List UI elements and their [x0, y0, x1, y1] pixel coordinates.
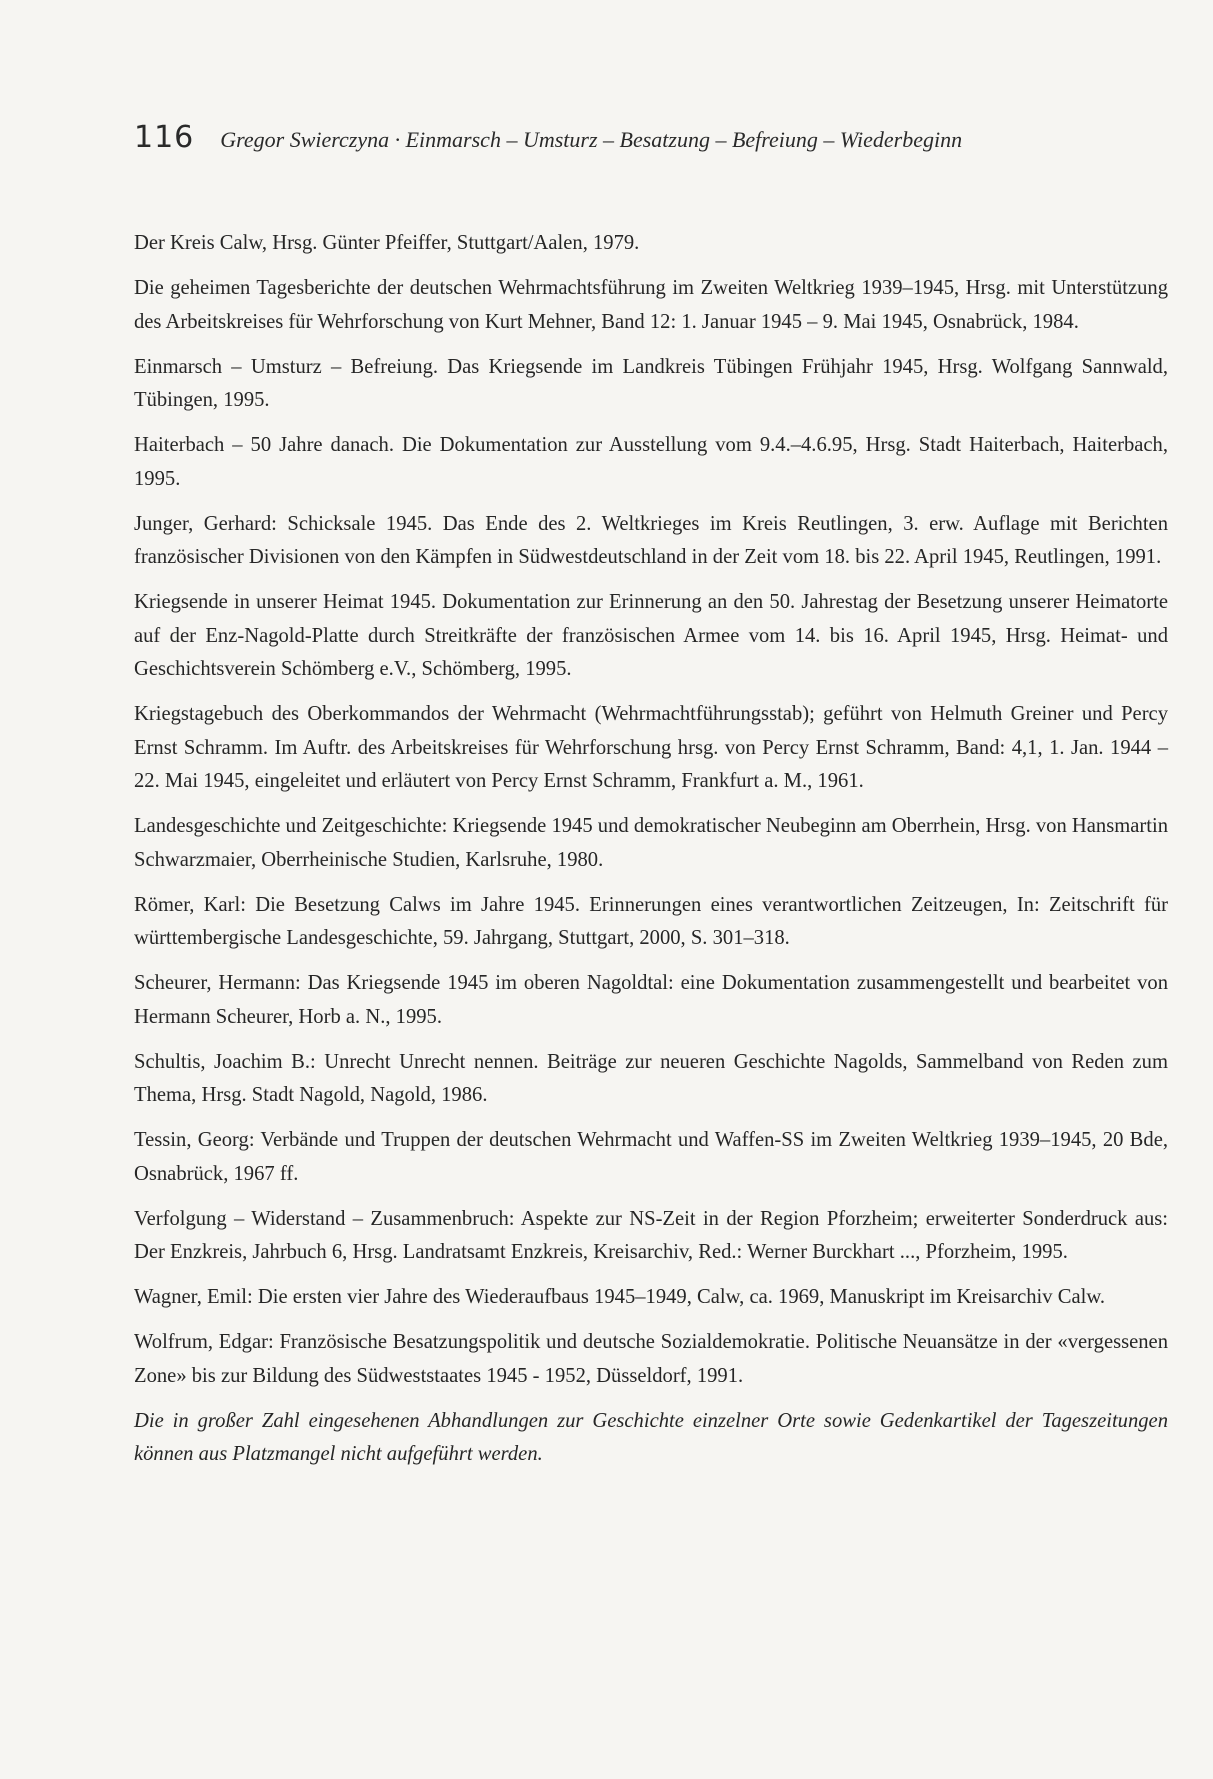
bibliography-entry: Scheurer, Hermann: Das Kriegsende 1945 im oberen Nagoldtal: eine Dokumentation zusammengestellt und bearbeitet von Hermann Scheurer, Horb a. N., 1995.: [134, 972, 1168, 1028]
bibliography-entry: Römer, Karl: Die Besetzung Calws im Jahre 1945. Erinnerungen eines verantwortlichen Zeitzeugen, In: Zeitschrift für württembergische Landesgeschichte, 59. Jahrgang, Stuttgart, 2000, S. 301–318.: [134, 893, 1168, 949]
bibliography-entry: Verfolgung – Widerstand – Zusammenbruch: Aspekte zur NS-Zeit in der Region Pforzheim; erweiterter Sonderdruck aus: Der Enzkreis, Jahrbuch 6, Hrsg. Landratsamt Enzkreis, Kreisarchiv, Red.: Werner Burckhart ..., Pforzheim, 1995.: [134, 1207, 1168, 1263]
bibliography-entry: Junger, Gerhard: Schicksale 1945. Das Ende des 2. Weltkrieges im Kreis Reutlingen, 3. erw. Auflage mit Berichten französischer Divisionen von den Kämpfen in Südwestdeutschland in der Zeit vom 18. bis 22. April 1945, Reutlingen, 1991.: [134, 512, 1168, 568]
bibliography-entry: Die geheimen Tagesberichte der deutschen Wehrmachtsführung im Zweiten Weltkrieg 1939–1945, Hrsg. mit Unterstützung des Arbeitskreises für Wehrforschung von Kurt Mehner, Band 12: 1. Januar 1945 – 9. Mai 1945, Osnabrück, 1984.: [134, 277, 1168, 333]
closing-note: Die in großer Zahl eingesehenen Abhandlungen zur Geschichte einzelner Orte sowie Gedenkartikel der Tageszeitungen können aus Platzmangel nicht aufgeführt werden.: [134, 1409, 1168, 1465]
bibliography-entry: Einmarsch – Umsturz – Befreiung. Das Kriegsende im Landkreis Tübingen Frühjahr 1945, Hrsg. Wolfgang Sannwald, Tübingen, 1995.: [134, 355, 1168, 411]
bibliography-entry: Wolfrum, Edgar: Französische Besatzungspolitik und deutsche Sozialdemokratie. Politische Neuansätze in der «vergessenen Zone» bis zur Bildung des Südweststaates 1945 - 1952, Düsseldorf, 1991.: [134, 1331, 1168, 1387]
bibliography-entry: Tessin, Georg: Verbände und Truppen der deutschen Wehrmacht und Waffen-SS im Zweiten Weltkrieg 1939–1945, 20 Bde, Osnabrück, 1967 ff.: [134, 1129, 1168, 1185]
running-title: Gregor Swierczyna · Einmarsch – Umsturz – Besatzung – Befreiung – Wiederbeginn: [220, 127, 963, 152]
page-number: 116: [134, 120, 195, 155]
bibliography-entry: Kriegsende in unserer Heimat 1945. Dokumentation zur Erinnerung an den 50. Jahrestag der Besetzung unserer Heimatorte auf der Enz-Nagold-Platte durch Streitkräfte der französischen Armee vom 14. bis 16. April 1945, Hrsg. Heimat- und Geschichtsverein Schömberg e.V., Schömberg, 1995.: [134, 591, 1168, 680]
bibliography-entry: Wagner, Emil: Die ersten vier Jahre des Wiederaufbaus 1945–1949, Calw, ca. 1969, Manuskript im Kreisarchiv Calw.: [134, 1286, 1106, 1308]
bibliography-entry: Landesgeschichte und Zeitgeschichte: Kriegsende 1945 und demokratischer Neubeginn am Oberrhein, Hrsg. von Hansmartin Schwarzmaier, Oberrheinische Studien, Karlsruhe, 1980.: [134, 815, 1168, 871]
bibliography-entry: Der Kreis Calw, Hrsg. Günter Pfeiffer, Stuttgart/Aalen, 1979.: [134, 232, 640, 254]
bibliography-entry: Kriegstagebuch des Oberkommandos der Wehrmacht (Wehrmachtführungsstab); geführt von Helmuth Greiner und Percy Ernst Schramm. Im Auftr. des Arbeitskreises für Wehrforschung hrsg. von Percy Ernst Schramm, Band: 4,1, 1. Jan. 1944 – 22. Mai 1945, eingeleitet und erläutert von Percy Ernst Schramm, Frankfurt a. M., 1961.: [134, 703, 1168, 792]
bibliography-list: [134, 227, 1168, 1483]
bibliography-entry: Schultis, Joachim B.: Unrecht Unrecht nennen. Beiträge zur neueren Geschichte Nagolds, Sammelband von Reden zum Thema, Hrsg. Stadt Nagold, Nagold, 1986.: [134, 1050, 1168, 1106]
page-header: [134, 120, 1094, 155]
bibliography-entry: Haiterbach – 50 Jahre danach. Die Dokumentation zur Ausstellung vom 9.4.–4.6.95, Hrsg. Stadt Haiterbach, Haiterbach, 1995.: [134, 434, 1168, 490]
